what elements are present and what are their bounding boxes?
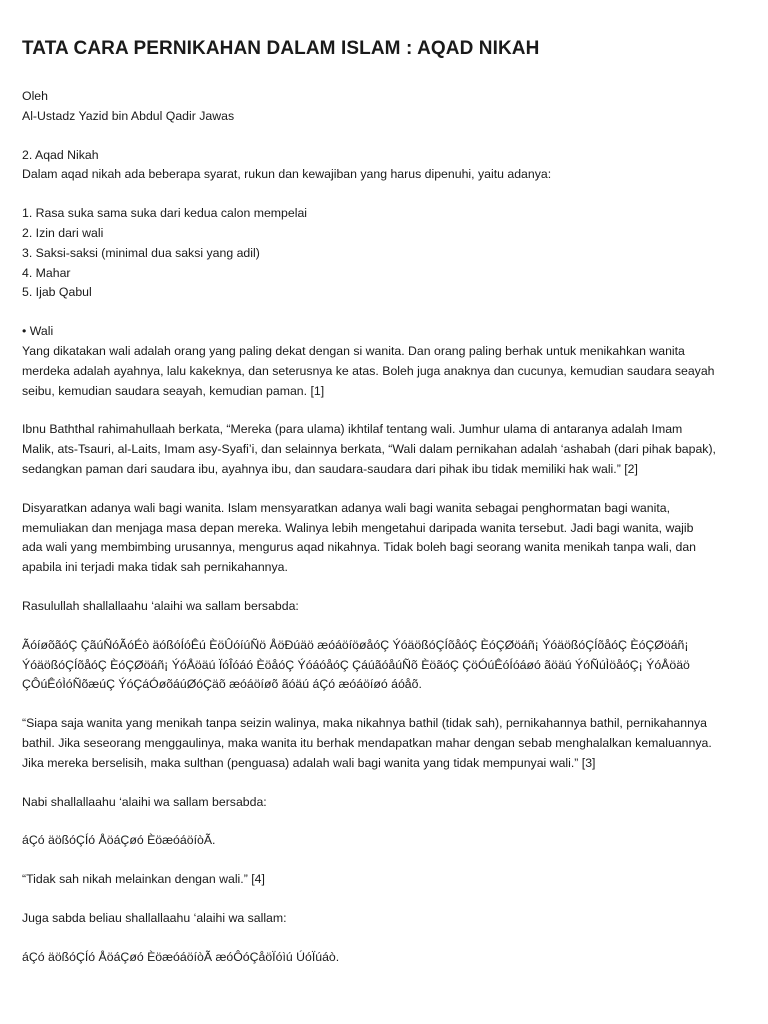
garbled-arabic-line: ÃóíøõãóÇ ÇãúÑóÃóÉò äóßóÍóÊú ÈöÛóíúÑö ÅöÐúäö æóáöíöøåóÇ ÝóäößóÇÍõåóÇ ÈóÇØöáñ¡ ÝóäößóÇÍõåóÇ ÈóÇØöáñ¡	[22, 637, 689, 652]
list-item: 1. Rasa suka sama suka dari kedua calon mempelai	[22, 206, 308, 221]
paragraph-line: Ibnu Baththal rahimahullaah berkata, “Mereka (para ulama) ikhtilaf tentang wali. Jumhur ulama di antaranya adalah Imam	[22, 422, 683, 437]
paragraph-line: ada wali yang membimbing urusannya, mengurus aqad nikahnya. Tidak boleh bagi seorang wanita menikah tanpa wali, dan	[22, 540, 697, 555]
section-aqad-nikah	[22, 146, 752, 186]
byline-author: Al-Ustadz Yazid bin Abdul Qadir Jawas	[22, 108, 235, 123]
wali-intro-paragraph	[22, 322, 752, 401]
paragraph-line: Juga sabda beliau shallallaahu ‘alaihi wa sallam:	[22, 910, 287, 925]
garbled-arabic-line: áÇó äößóÇÍó ÅöáÇøó ÈöæóáöíòÃ æóÔóÇåöÏóìú ÚóÏúáò.	[22, 949, 340, 964]
arabic-text-1	[22, 636, 752, 695]
garbled-arabic-line: ÇÔúÊóÌóÑõæúÇ ÝóÇáÓøõáúØóÇäõ æóáöíøõ ãóäú áÇó æóáöíøó áóåõ.	[22, 677, 422, 692]
paragraph-line: “Siapa saja wanita yang menikah tanpa seizin walinya, maka nikahnya bathil (tidak sah), pernikahannya bathil, pernikahannya	[22, 716, 707, 731]
paragraph-line: Jika mereka berselisih, maka sulthan (penguasa) adalah wali bagi wanita yang tidak mempunyai wali.” [3]	[22, 755, 596, 770]
document-page	[22, 36, 752, 968]
paragraph-line: Malik, ats-Tsauri, al-Laits, Imam asy-Syafi’i, dan selainnya berkata, “Wali dalam pernikahan adalah ‘ashabah (dari pihak bapak),	[22, 442, 716, 457]
paragraph-line: sedangkan paman dari saudara ibu, ayahnya ibu, dan saudara-saudara dari pihak ibu tidak memiliki hak wali.” [2]	[22, 461, 638, 476]
hadith-translation-2	[22, 870, 752, 890]
hadith-intro-2	[22, 793, 752, 813]
paragraph-line: Nabi shallallaahu ‘alaihi wa sallam bersabda:	[22, 794, 267, 809]
paragraph-line: apabila ini terjadi maka tidak sah pernikahannya.	[22, 560, 288, 575]
ibnu-baththal-paragraph	[22, 420, 752, 479]
paragraph-line: memuliakan dan menjaga masa depan mereka. Walinya lebih mengetahui daripada wanita tersebut. Jadi bagi wanita, wajib	[22, 520, 694, 535]
paragraph-line: bathil. Jika seseorang menggaulinya, maka wanita itu berhak mendapatkan mahar dengan sebab menghalalkan kemaluannya.	[22, 735, 712, 750]
paragraph-line: Rasulullah shallallaahu ‘alaihi wa sallam bersabda:	[22, 598, 299, 613]
disyaratkan-paragraph	[22, 499, 752, 578]
hadith-intro-3	[22, 909, 752, 929]
byline	[22, 87, 752, 127]
section-heading: 2. Aqad Nikah	[22, 147, 99, 162]
list-item: 3. Saksi-saksi (minimal dua saksi yang adil)	[22, 245, 260, 260]
list-item: 5. Ijab Qabul	[22, 285, 92, 300]
list-item: 2. Izin dari wali	[22, 225, 104, 240]
garbled-arabic-line: áÇó äößóÇÍó ÅöáÇøó ÈöæóáöíòÃ.	[22, 833, 216, 848]
paragraph-line: merdeka adalah ayahnya, lalu kakeknya, dan seterusnya ke atas. Boleh juga anaknya dan cucunya, kemudian saudara seayah	[22, 363, 715, 378]
requirements-list	[22, 204, 752, 303]
hadith-intro-1	[22, 597, 752, 617]
list-item: 4. Mahar	[22, 265, 71, 280]
document-title: TATA CARA PERNIKAHAN DALAM ISLAM : AQAD NIKAH	[22, 38, 540, 59]
section-intro: Dalam aqad nikah ada beberapa syarat, rukun dan kewajiban yang harus dipenuhi, yaitu adanya:	[22, 167, 552, 182]
garbled-arabic-line: ÝóäößóÇÍõåóÇ ÈóÇØöáñ¡ ÝóÅöäú ÏóÎóáó ÈöåóÇ ÝóáóåóÇ ÇáúãóåúÑõ ÈöãóÇ ÇöÓúÊóÍóáøó ãöäú ÝóÑúÌöåóÇ¡ ÝóÅöäö	[22, 657, 690, 672]
paragraph-line: “Tidak sah nikah melainkan dengan wali.” [4]	[22, 872, 265, 887]
byline-label: Oleh	[22, 89, 48, 103]
paragraph-line: Yang dikatakan wali adalah orang yang paling dekat dengan si wanita. Dan orang paling berhak untuk menikahkan wanita	[22, 343, 685, 358]
hadith-translation-paragraph	[22, 714, 752, 773]
arabic-text-3	[22, 948, 752, 968]
paragraph-line: seibu, kemudian saudara seayah, kemudian paman. [1]	[22, 383, 325, 398]
wali-heading: • Wali	[22, 324, 54, 339]
paragraph-line: Disyaratkan adanya wali bagi wanita. Islam mensyaratkan adanya wali bagi wanita sebagai penghormatan bagi wanita,	[22, 500, 671, 515]
arabic-text-2	[22, 831, 752, 851]
